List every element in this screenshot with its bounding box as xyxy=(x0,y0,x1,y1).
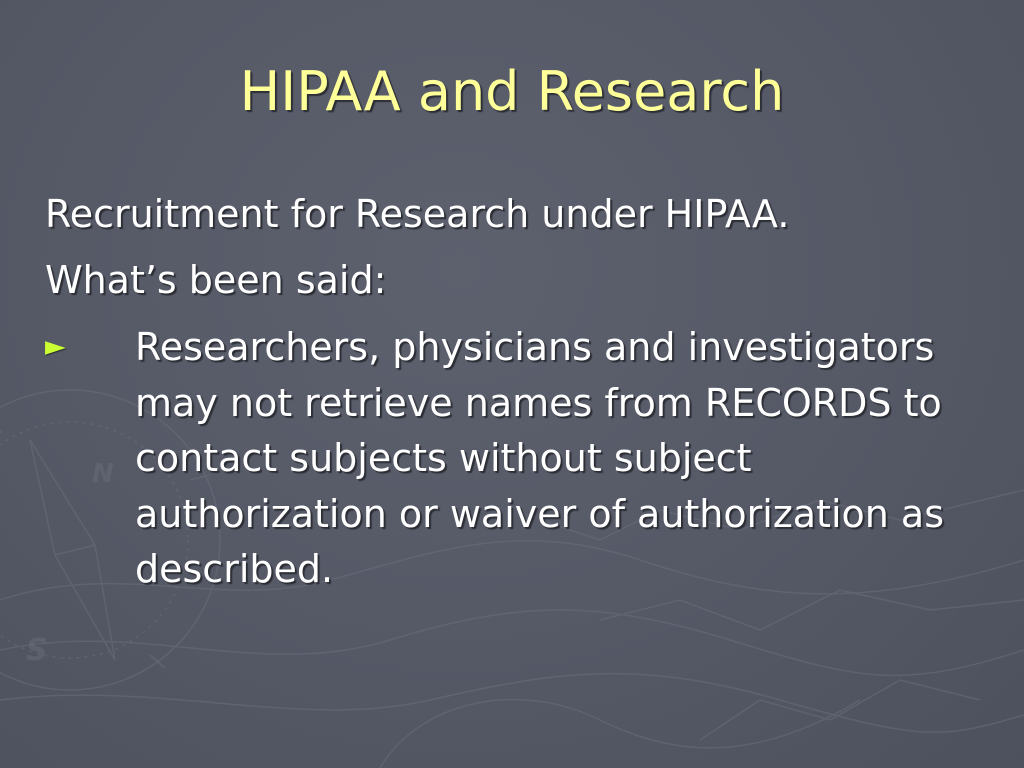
slide-title: HIPAA and Research xyxy=(239,60,785,123)
bullet-text: Researchers, physicians and investigators may not retrieve names from RECORDS to contact subjects without subject authorization or waiver of authorization as described. xyxy=(135,325,945,591)
compass-north-label: N xyxy=(92,459,114,489)
compass-south-label: S xyxy=(26,633,48,668)
body-line-whats-been-said: What’s been said: xyxy=(45,258,387,302)
triangle-right-icon: ► xyxy=(45,331,66,362)
body-line-recruitment: Recruitment for Research under HIPAA. xyxy=(45,192,790,236)
